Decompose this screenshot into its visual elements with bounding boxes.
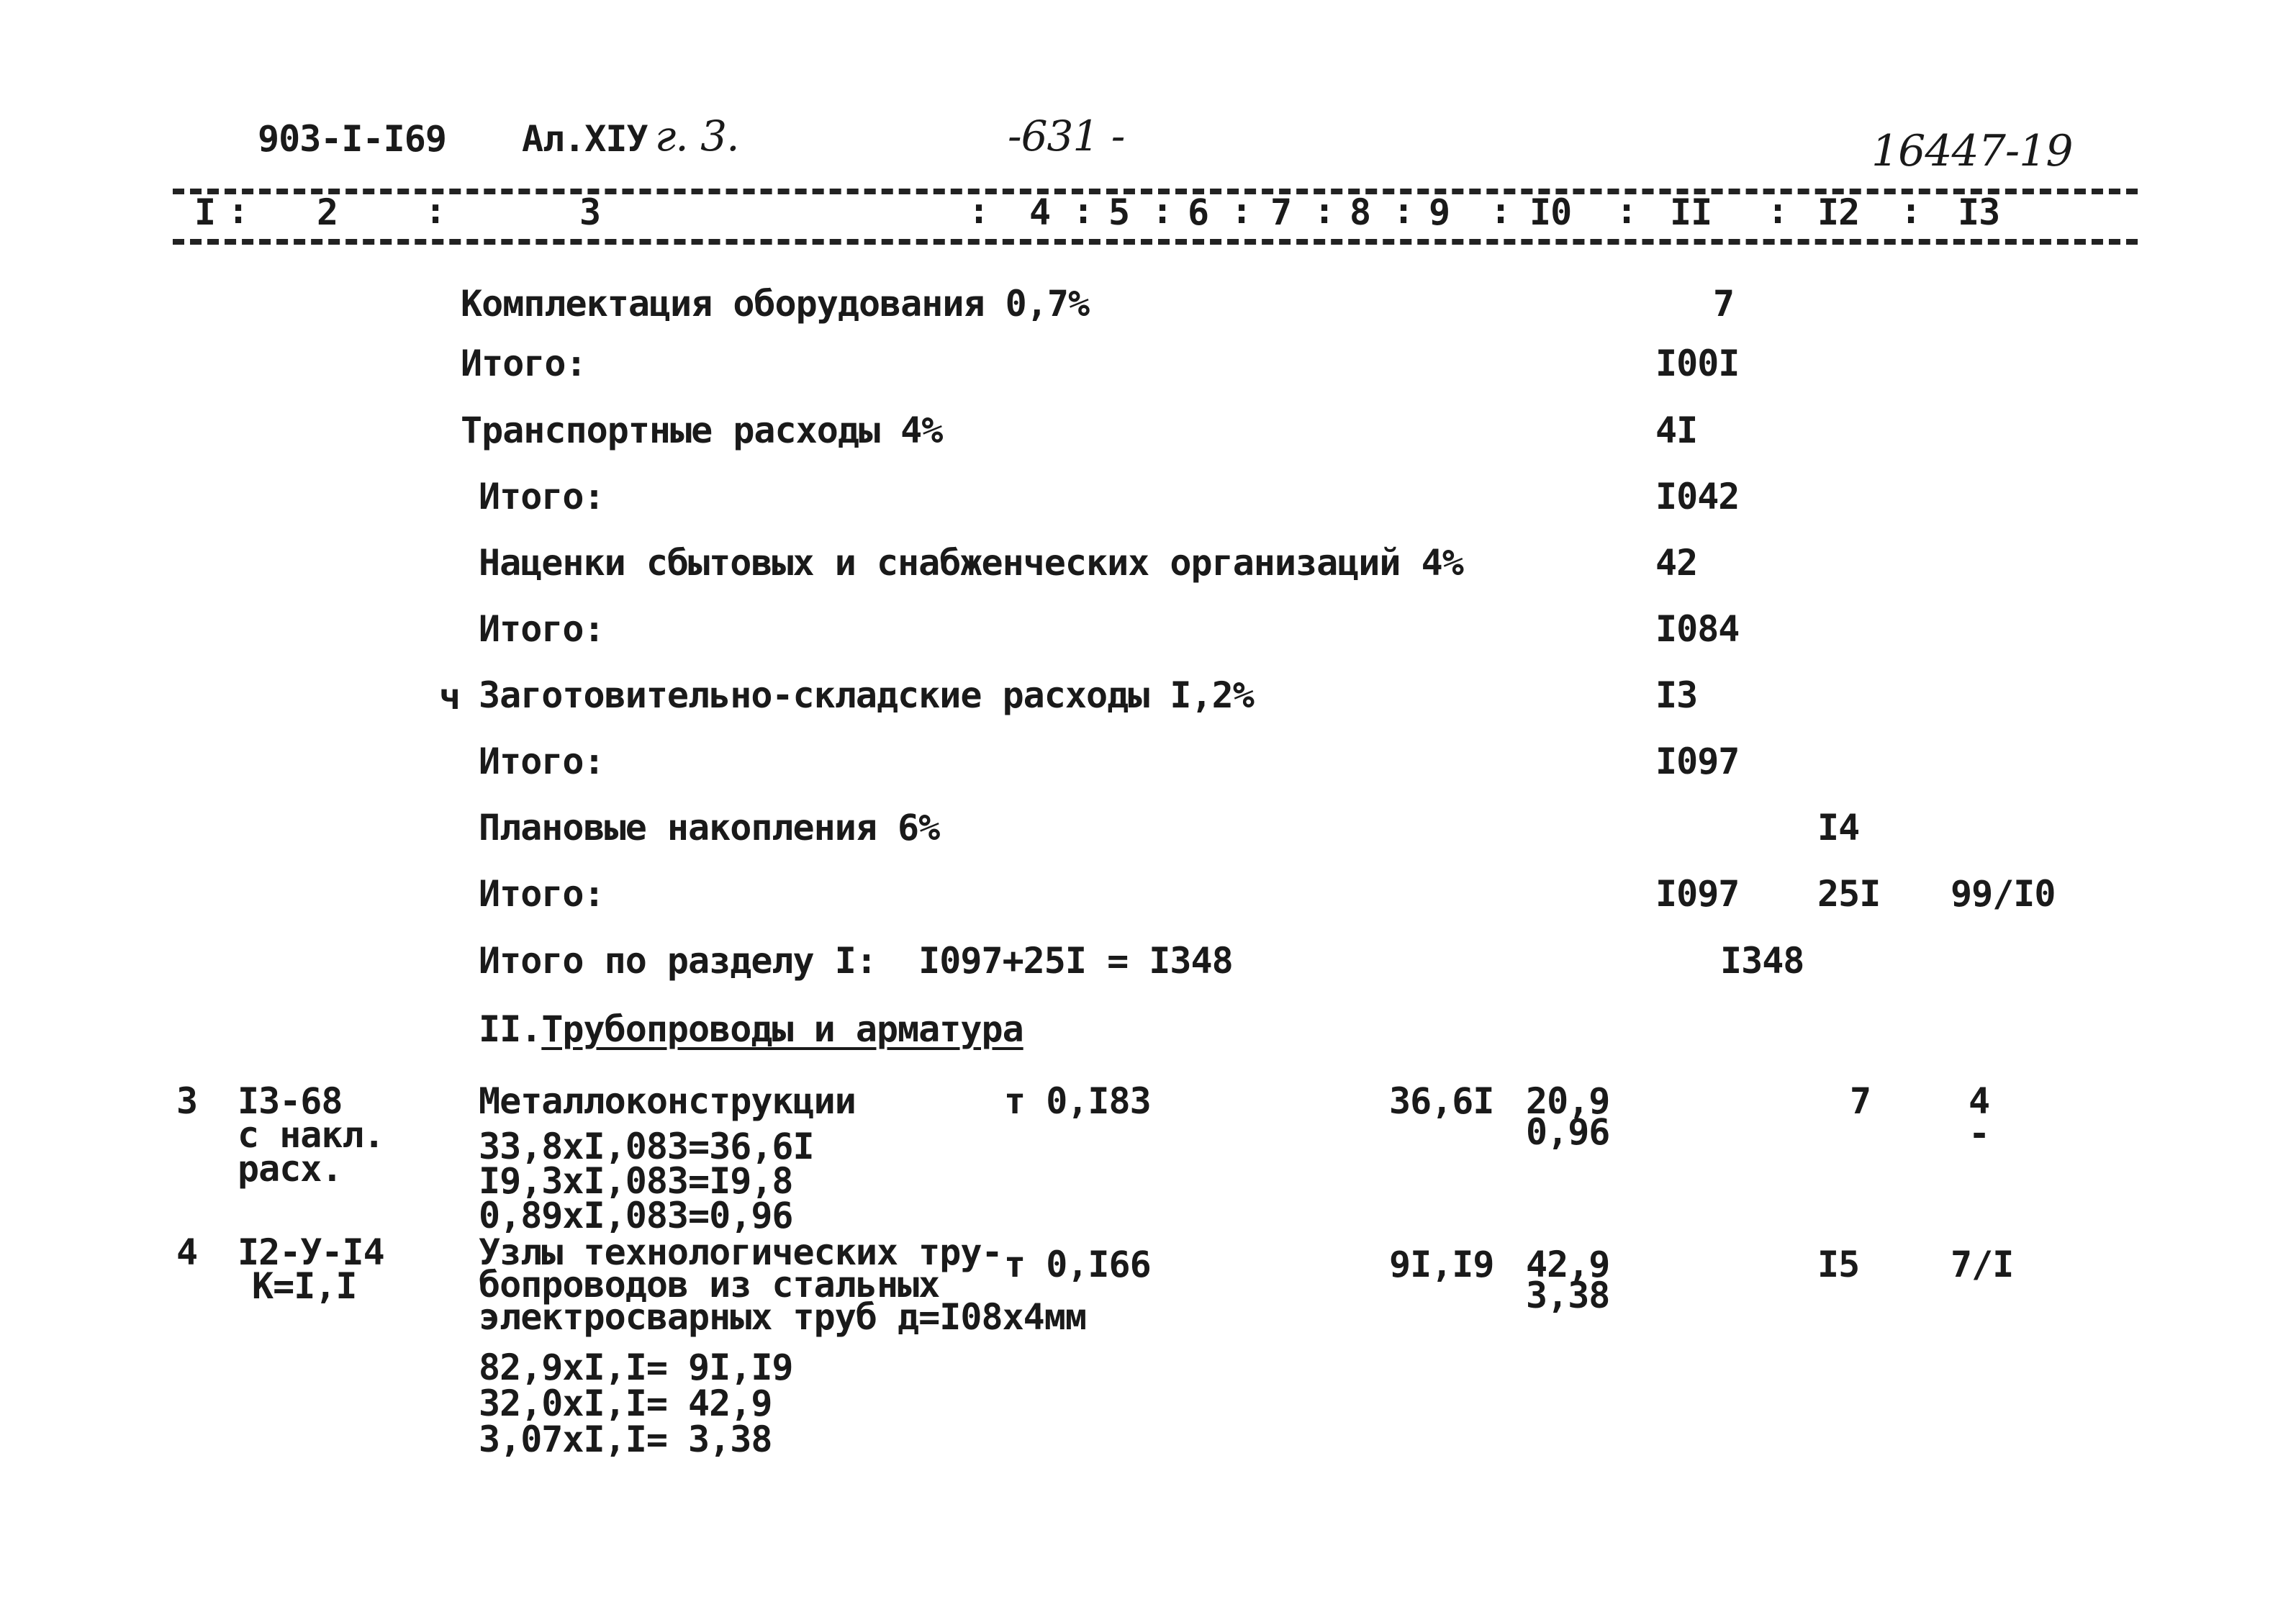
- item-unit-quantity: т 0,I83: [1004, 1080, 1151, 1122]
- margin-mark: ч: [439, 676, 461, 718]
- column-separator: :: [1231, 190, 1252, 232]
- album-note: г. 3.: [655, 112, 739, 160]
- column-separator: :: [1314, 190, 1335, 232]
- column-separator: :: [425, 190, 446, 232]
- summary-row-label: Итого:: [479, 741, 605, 782]
- item-col13-value: 7/I: [1951, 1244, 2014, 1285]
- item-unit-quantity: т 0,I66: [1004, 1244, 1151, 1285]
- item-number: 3: [176, 1080, 198, 1122]
- summary-row-col11: I042: [1655, 476, 1740, 517]
- column-separator: :: [227, 190, 249, 232]
- item-calculation-line: 0,89хI,083=0,96: [479, 1195, 793, 1236]
- document-code: 903-I-I69: [258, 118, 446, 160]
- item-number: 4: [176, 1231, 198, 1273]
- column-separator: :: [1616, 190, 1637, 232]
- item-calculation-line: 82,9хI,I= 9I,I9: [479, 1347, 793, 1388]
- item-col9-value: 20,9: [1526, 1080, 1610, 1122]
- item-code-line: I3-68: [238, 1080, 343, 1122]
- item-calculation-line: 3,07хI,I= 3,38: [479, 1419, 772, 1460]
- summary-row-col11: I097: [1655, 741, 1740, 782]
- item-col8-value: 9I,I9: [1389, 1244, 1494, 1285]
- item-col12-value: I5: [1817, 1244, 1860, 1285]
- summary-row-col13: 99/I0: [1951, 873, 2056, 915]
- item-code-line: расх.: [238, 1148, 343, 1190]
- summary-row-label: Транспортные расходы 4%: [461, 410, 943, 451]
- header-rule-bottom: [173, 239, 2138, 245]
- section-heading-prefix: II.: [479, 1008, 542, 1050]
- column-number-4: 4: [1029, 191, 1051, 233]
- item-name-line: бопроводов из стальных: [479, 1264, 940, 1306]
- summary-row-label: Итого:: [479, 873, 605, 915]
- item-name-line: Узлы технологических тру-: [479, 1231, 1003, 1273]
- archive-stamp: 16447-19: [1871, 126, 2073, 176]
- item-code-line: с накл.: [238, 1114, 384, 1156]
- column-number-12: I2: [1817, 191, 1860, 233]
- column-separator: :: [1767, 190, 1789, 232]
- column-number-2: 2: [317, 191, 338, 233]
- item-calculation-line: 32,0хI,I= 42,9: [479, 1383, 772, 1424]
- page-number: -631 -: [1008, 112, 1125, 160]
- item-col9-value: 0,96: [1526, 1111, 1610, 1153]
- item-code-line: I2-У-I4: [238, 1231, 384, 1273]
- item-name-line: Металлоконструкции: [479, 1080, 856, 1122]
- summary-row-label: Итого:: [461, 343, 587, 384]
- summary-row-label: Заготовительно-складские расходы I,2%: [479, 674, 1254, 716]
- column-separator: :: [1393, 190, 1414, 232]
- album-label: Ал.XIУ: [522, 118, 648, 160]
- column-number-7: 7: [1270, 191, 1292, 233]
- summary-row-col12: 25I: [1817, 873, 1881, 915]
- item-name-line: электросварных труб д=I08х4мм: [479, 1296, 1086, 1338]
- item-col8-value: 36,6I: [1389, 1080, 1494, 1122]
- summary-row-col11: 42: [1655, 542, 1698, 584]
- item-col13-value: 4: [1969, 1080, 1990, 1122]
- summary-row-label: Итого:: [479, 476, 605, 517]
- summary-row-col12: I4: [1817, 807, 1860, 849]
- section-heading: [479, 1008, 1023, 1050]
- column-number-10: I0: [1529, 191, 1572, 233]
- item-col12-value: 7: [1850, 1080, 1871, 1122]
- column-number-8: 8: [1350, 191, 1371, 233]
- column-number-3: 3: [579, 191, 601, 233]
- item-col13-value: -: [1969, 1113, 1990, 1154]
- section-total-value: I348: [1720, 940, 1804, 982]
- item-calculation-line: I9,3хI,083=I9,8: [479, 1160, 793, 1202]
- summary-row-label: Наценки сбытовых и снабженческих организаций 4%: [479, 542, 1463, 584]
- column-number-5: 5: [1108, 191, 1130, 233]
- column-separator: :: [968, 190, 990, 232]
- item-calculation-line: 33,8хI,083=36,6I: [479, 1126, 814, 1167]
- column-number-6: 6: [1188, 191, 1209, 233]
- column-number-9: 9: [1429, 191, 1450, 233]
- column-separator: :: [1152, 190, 1173, 232]
- column-separator: :: [1900, 190, 1922, 232]
- summary-row-col11: I00I: [1655, 343, 1740, 384]
- column-separator: :: [1490, 190, 1511, 232]
- section-total-label: Итого по разделу I: I097+25I = I348: [479, 940, 1233, 982]
- column-separator: :: [1072, 190, 1094, 232]
- summary-row-col11: I097: [1655, 873, 1740, 915]
- column-number-1: I: [194, 191, 216, 233]
- item-col9-value: 3,38: [1526, 1275, 1610, 1316]
- summary-row-col11: I3: [1655, 674, 1698, 716]
- column-number-13: I3: [1958, 191, 2000, 233]
- item-code-line: K=I,I: [252, 1265, 357, 1307]
- item-col9-value: 42,9: [1526, 1244, 1610, 1285]
- summary-row-label: Плановые накопления 6%: [479, 807, 940, 849]
- summary-row-col11: I084: [1655, 608, 1740, 650]
- summary-row-col11: 4I: [1655, 410, 1698, 451]
- column-number-11: II: [1670, 191, 1712, 233]
- summary-row-label: Итого:: [479, 608, 605, 650]
- summary-row-label: Комплектация оборудования 0,7%: [461, 283, 1090, 325]
- section-heading-title: Трубопроводы и арматура: [541, 1008, 1023, 1050]
- summary-row-col11: 7: [1713, 283, 1735, 325]
